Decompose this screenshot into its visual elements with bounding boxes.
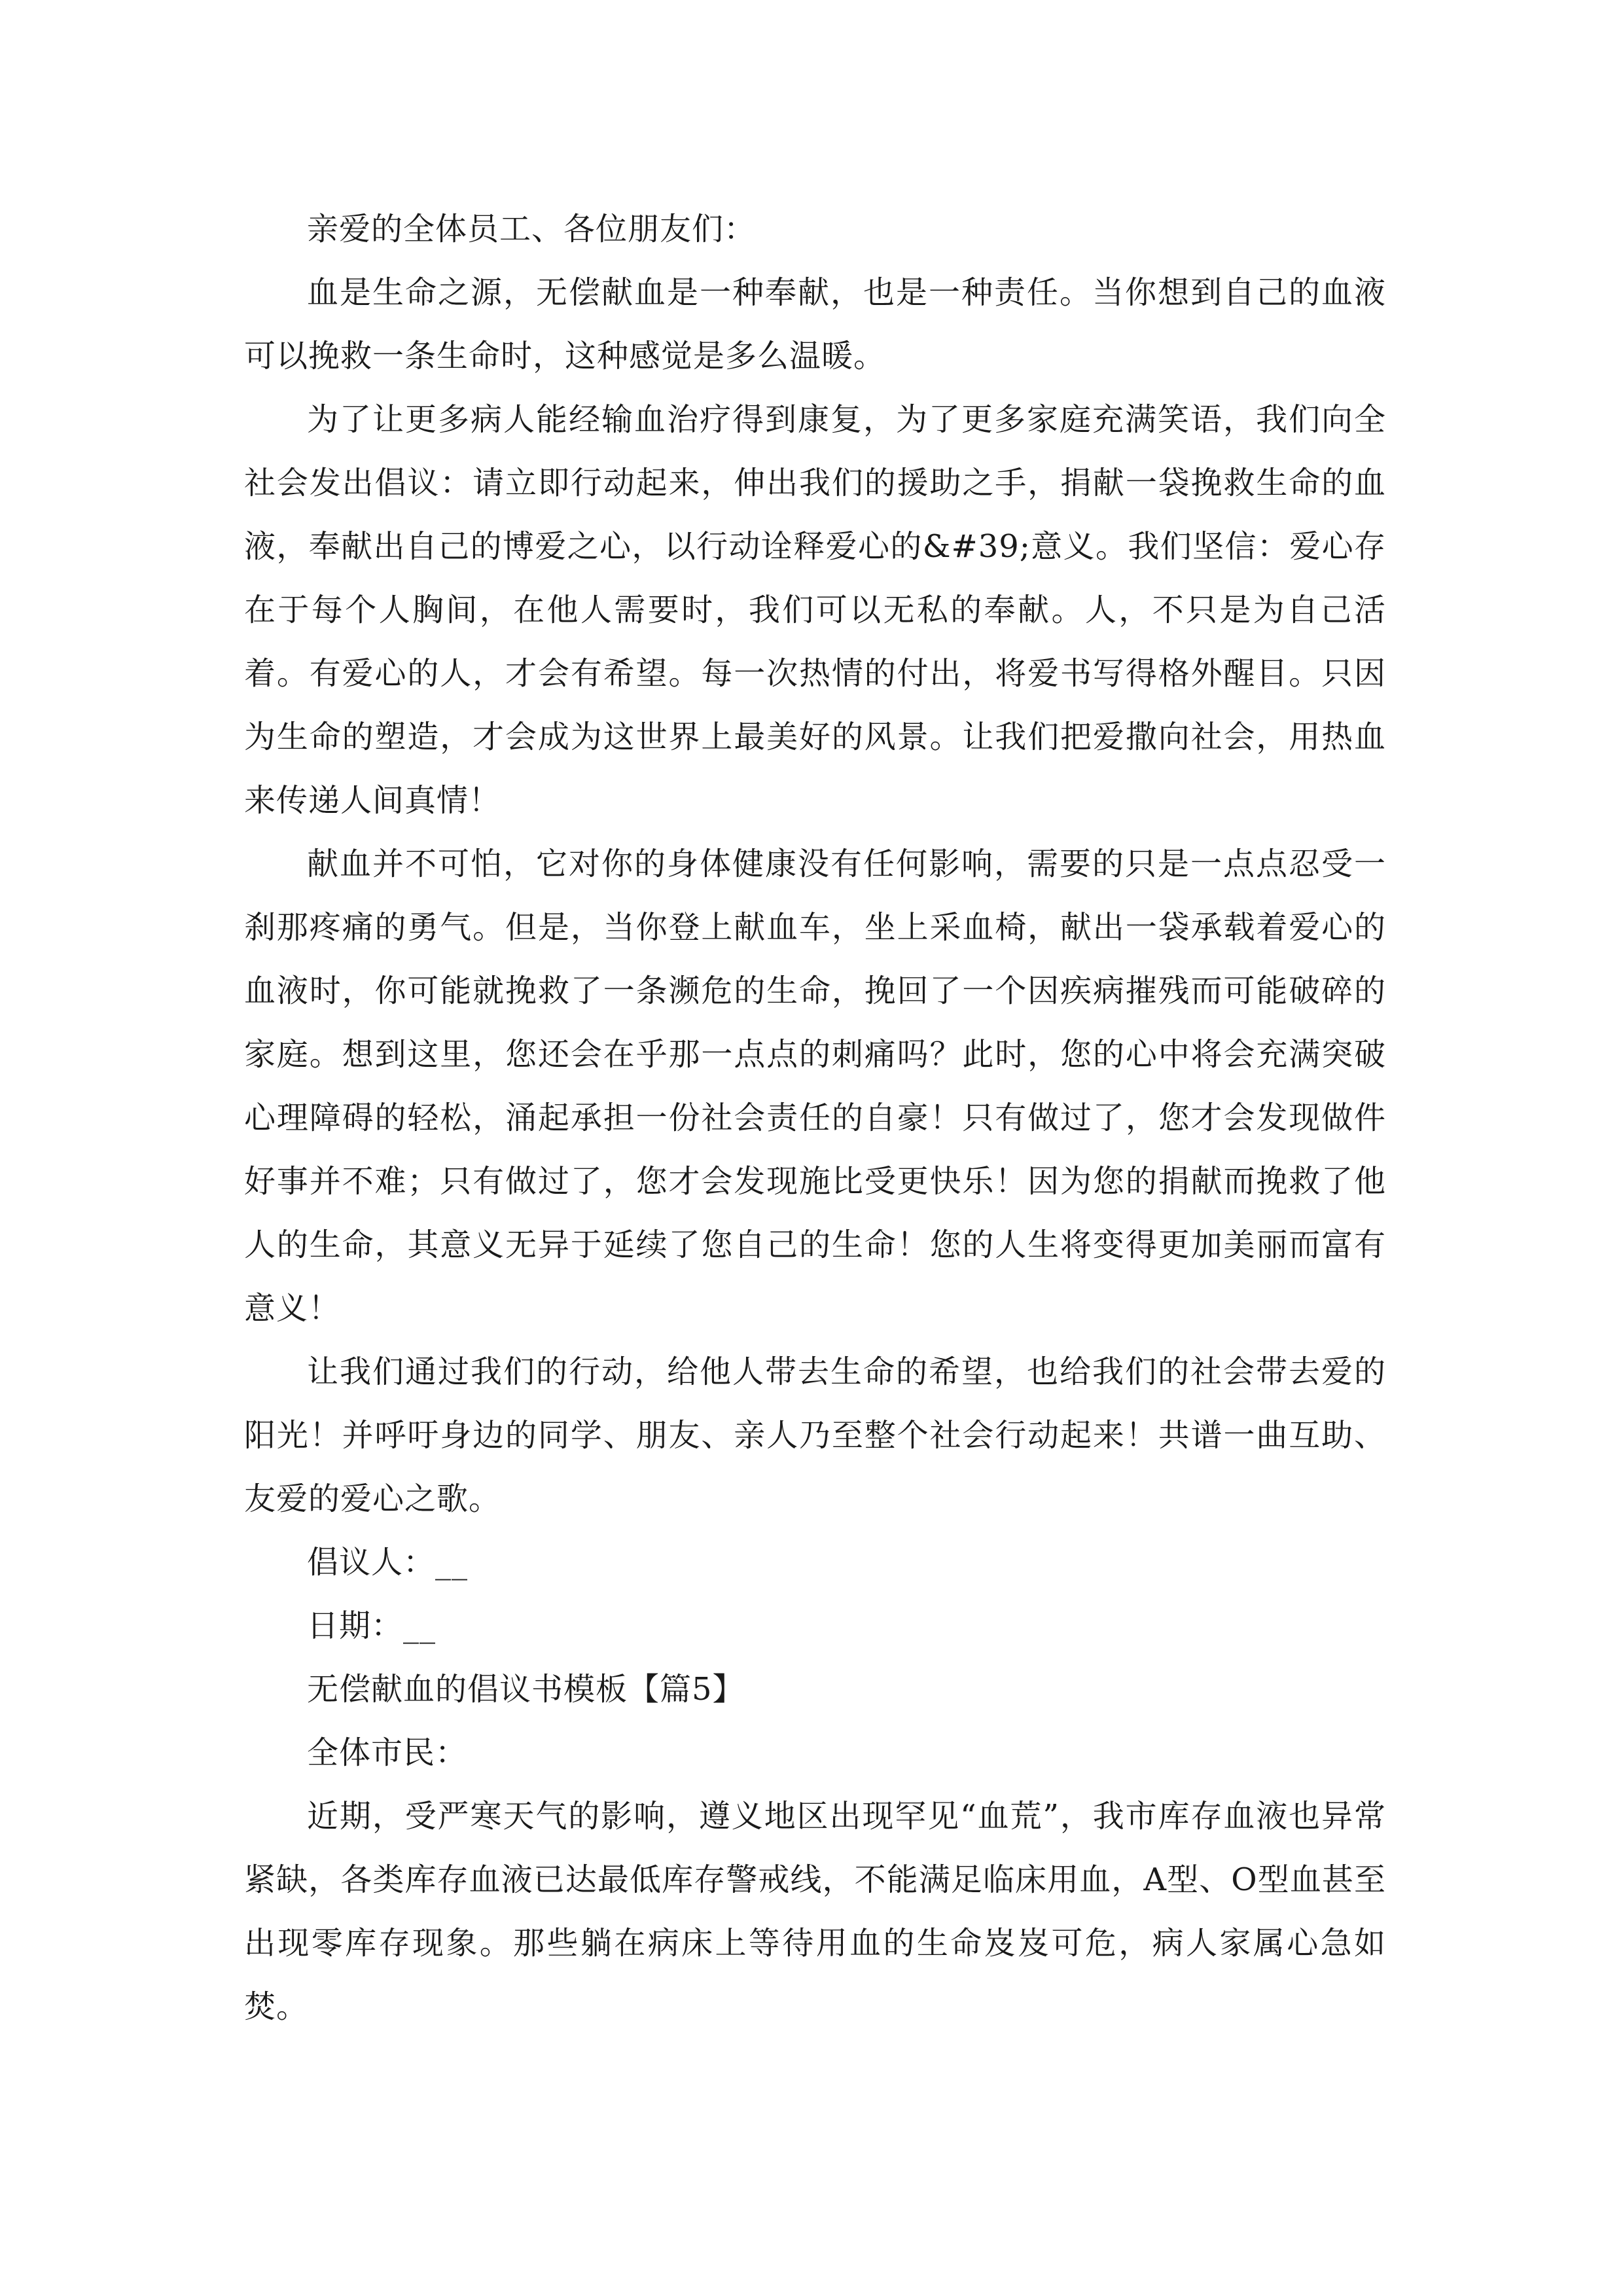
paragraph-appeal: 为了让更多病人能经输血治疗得到康复，为了更多家庭充满笑语，我们向全社会发出倡议：请立即行动起来，伸出我们的援助之手，捐献一袋挽救生命的血液，奉献出自己的博爱之心，以行动诠释爱心的&#39;意义。我们坚信：爱心存在于每个人胸间，在他人需要时，我们可以无私的奉献。人，不只是为自己活着。有爱心的人，才会有希望。每一次热情的付出，将爱书写得格外醒目。只因为生命的塑造，才会成为这世界上最美好的风景。让我们把爱撒向社会，用热血来传递人间真情！ [244,401,1386,819]
section-title: 无偿献血的倡议书模板【篇5】 [307,1671,745,1708]
paragraph-call-to-action: 让我们通过我们的行动，给他人带去生命的希望，也给我们的社会带去爱的阳光！并呼吁身边的同学、朋友、亲人乃至整个社会行动起来！共谱一曲互助、友爱的爱心之歌。 [244,1354,1386,1517]
paragraph-blood-source: 血是生命之源，无偿献血是一种奉献，也是一种责任。当你想到自己的血液可以挽救一条生命时，这种感觉是多么温暖。 [244,274,1386,374]
date-line: 日期：__ [307,1607,437,1644]
paragraph-not-afraid: 献血并不可怕，它对你的身体健康没有任何影响，需要的只是一点点忍受一刹那疼痛的勇气。但是，当你登上献血车，坐上采血椅，献出一袋承载着爱心的血液时，你可能就挽救了一条濒危的生命，挽回了一个因疾病摧残而可能破碎的家庭。想到这里，您还会在乎那一点点的刺痛吗？此时，您的心中将会充满突破心理障碍的轻松，涌起承担一份社会责任的自豪！只有做过了，您才会发现做件好事并不难；只有做过了，您才会发现施比受更快乐！因为您的捐献而挽救了他人的生命，其意义无异于延续了您自己的生命！您的人生将变得更加美丽而富有意义！ [244,846,1386,1327]
paragraph-blood-shortage: 近期，受严寒天气的影响，遵义地区出现罕见“血荒”，我市库存血液也异常紧缺，各类库存血液已达最低库存警戒线，不能满足临床用血，A型、O型血甚至出现零库存现象。那些躺在病床上等待用血的生命岌岌可危，病人家属心急如焚。 [244,1798,1386,2025]
addressee-line: 全体市民： [307,1734,468,1771]
document-body [244,198,1386,2039]
greeting: 亲爱的全体员工、各位朋友们： [307,211,757,247]
initiator-line: 倡议人：__ [307,1544,469,1581]
